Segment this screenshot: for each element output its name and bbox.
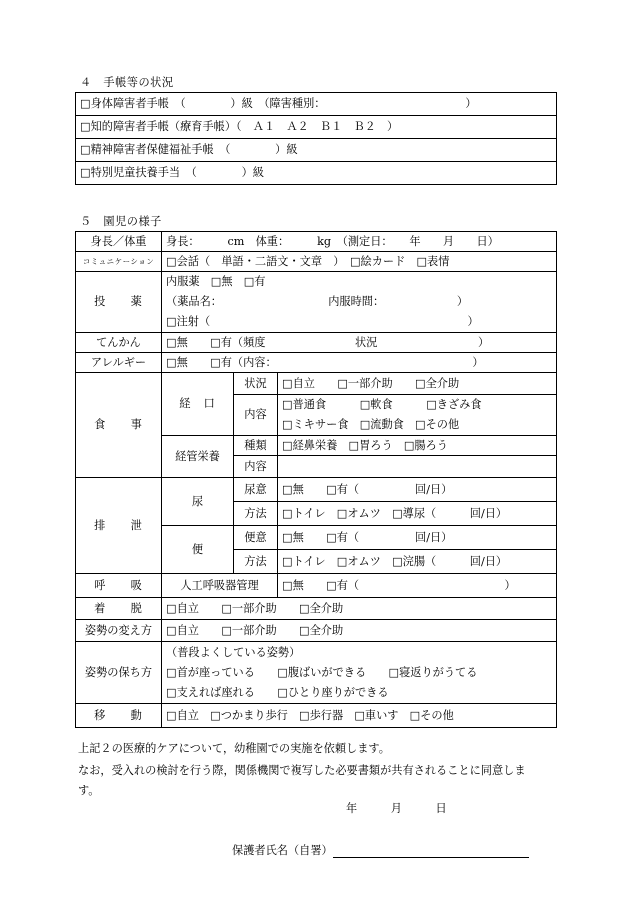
request-statement: 上記２の医療的ケアについて，幼稚園での実施を依頼します。 <box>78 742 390 755</box>
meal-status-label: 状況 <box>234 373 278 395</box>
allergy-label: アレルギー <box>76 353 162 373</box>
intellectual-disability-row[interactable]: □知的障害者手帳（療育手帳）（ Ａ１ Ａ２ Ｂ１ Ｂ２ ） <box>76 116 557 139</box>
oral-medicine-line[interactable]: 内服薬 □無 □有 <box>166 275 266 288</box>
mobility-label: 移 動 <box>76 704 162 728</box>
posture-keep-value[interactable] <box>162 642 557 704</box>
epilepsy-label: てんかん <box>76 333 162 353</box>
date-field[interactable]: 年 月 日 <box>346 802 447 815</box>
ventilator-value[interactable]: □無 □有（ ） <box>278 574 557 598</box>
medication-value[interactable] <box>162 272 557 333</box>
breathing-label: 呼 吸 <box>76 574 162 598</box>
meal-content-label: 内容 <box>234 395 278 436</box>
posture-keep-label: 姿勢の保ち方 <box>76 642 162 704</box>
urine-method-value[interactable]: □トイレ □オムツ □導尿（ 回/日） <box>278 502 557 526</box>
disability-certificate-table <box>75 92 557 185</box>
stool-method-value[interactable]: □トイレ □オムツ □浣腸（ 回/日） <box>278 550 557 574</box>
posture-change-label: 姿勢の変え方 <box>76 620 162 642</box>
signature-label: 保護者氏名（自署） <box>232 844 333 857</box>
dressing-label: 着 脱 <box>76 598 162 620</box>
meal-content-value[interactable] <box>278 395 557 436</box>
tube-content-label: 内容 <box>234 456 278 478</box>
section5-heading: ５ 園児の様子 <box>80 215 162 228</box>
stool-method-label: 方法 <box>234 550 278 574</box>
meal-label: 食 事 <box>76 373 162 478</box>
ventilator-label: 人工呼吸器管理 <box>162 574 278 598</box>
signature-field[interactable] <box>232 842 529 858</box>
oral-intake-label: 経 口 <box>162 373 234 436</box>
consent-statement-end: す。 <box>78 784 100 797</box>
tube-feeding-label: 経管栄養 <box>162 436 234 478</box>
epilepsy-value[interactable]: □無 □有（頻度 状況 ） <box>162 333 557 353</box>
physical-disability-row[interactable]: □身体障害者手帳 （ ）級 （障害種別： ） <box>76 93 557 116</box>
posture-keep-line2[interactable]: □首が座っている □腹ばいができる □寝返りがうてる <box>166 665 478 679</box>
meal-content-line2[interactable]: □ミキサー食 □流動食 □その他 <box>282 418 460 431</box>
tube-type-value[interactable]: □経鼻栄養 □胃ろう □腸ろう <box>278 436 557 456</box>
urine-sense-value[interactable]: □無 □有（ 回/日） <box>278 478 557 502</box>
medication-label: 投 薬 <box>76 272 162 333</box>
urine-method-label: 方法 <box>234 502 278 526</box>
meal-status-value[interactable]: □自立 □一部介助 □全介助 <box>278 373 557 395</box>
dressing-value[interactable]: □自立 □一部介助 □全介助 <box>162 598 557 620</box>
medicine-name-line[interactable]: （薬品名： 内服時間： ） <box>166 295 469 308</box>
injection-line[interactable]: □注射（ ） <box>166 315 479 328</box>
consent-statement: なお，受入れの検討を行う際，関係機関で複写した必要書類が共有されることに同意しま <box>78 764 526 777</box>
communication-label: コミュニケーション <box>76 252 162 272</box>
excretion-label: 排 泄 <box>76 478 162 574</box>
posture-change-value[interactable]: □自立 □一部介助 □全介助 <box>162 620 557 642</box>
stool-sense-label: 便意 <box>234 526 278 550</box>
posture-keep-line1: （普段よくしている姿勢） <box>166 645 301 659</box>
urine-label: 尿 <box>162 478 234 526</box>
tube-type-label: 種類 <box>234 436 278 456</box>
allergy-value[interactable]: □無 □有（内容： ） <box>162 353 557 373</box>
height-weight-label: 身長／体重 <box>76 232 162 252</box>
signature-line[interactable] <box>333 845 529 858</box>
mobility-value[interactable]: □自立 □つかまり歩行 □歩行器 □車いす □その他 <box>162 704 557 728</box>
child-allowance-row[interactable]: □特別児童扶養手当 （ ）級 <box>76 162 557 185</box>
section4-heading: ４ 手帳等の状況 <box>80 76 174 89</box>
height-weight-value[interactable]: 身長： cm 体重： kg （測定日： 年 月 日） <box>162 232 557 252</box>
meal-content-line1[interactable]: □普通食 □軟食 □きざみ食 <box>282 398 482 411</box>
child-condition-table <box>75 231 557 728</box>
tube-content-value[interactable] <box>278 456 557 478</box>
mental-disability-row[interactable]: □精神障害者保健福祉手帳 （ ）級 <box>76 139 557 162</box>
communication-value[interactable]: □会話（ 単語・二語文・文章 ） □絵カード □表情 <box>162 252 557 272</box>
posture-keep-line3[interactable]: □支えれば座れる □ひとり座りができる <box>166 685 389 699</box>
urine-sense-label: 尿意 <box>234 478 278 502</box>
stool-sense-value[interactable]: □無 □有（ 回/日） <box>278 526 557 550</box>
stool-label: 便 <box>162 526 234 574</box>
